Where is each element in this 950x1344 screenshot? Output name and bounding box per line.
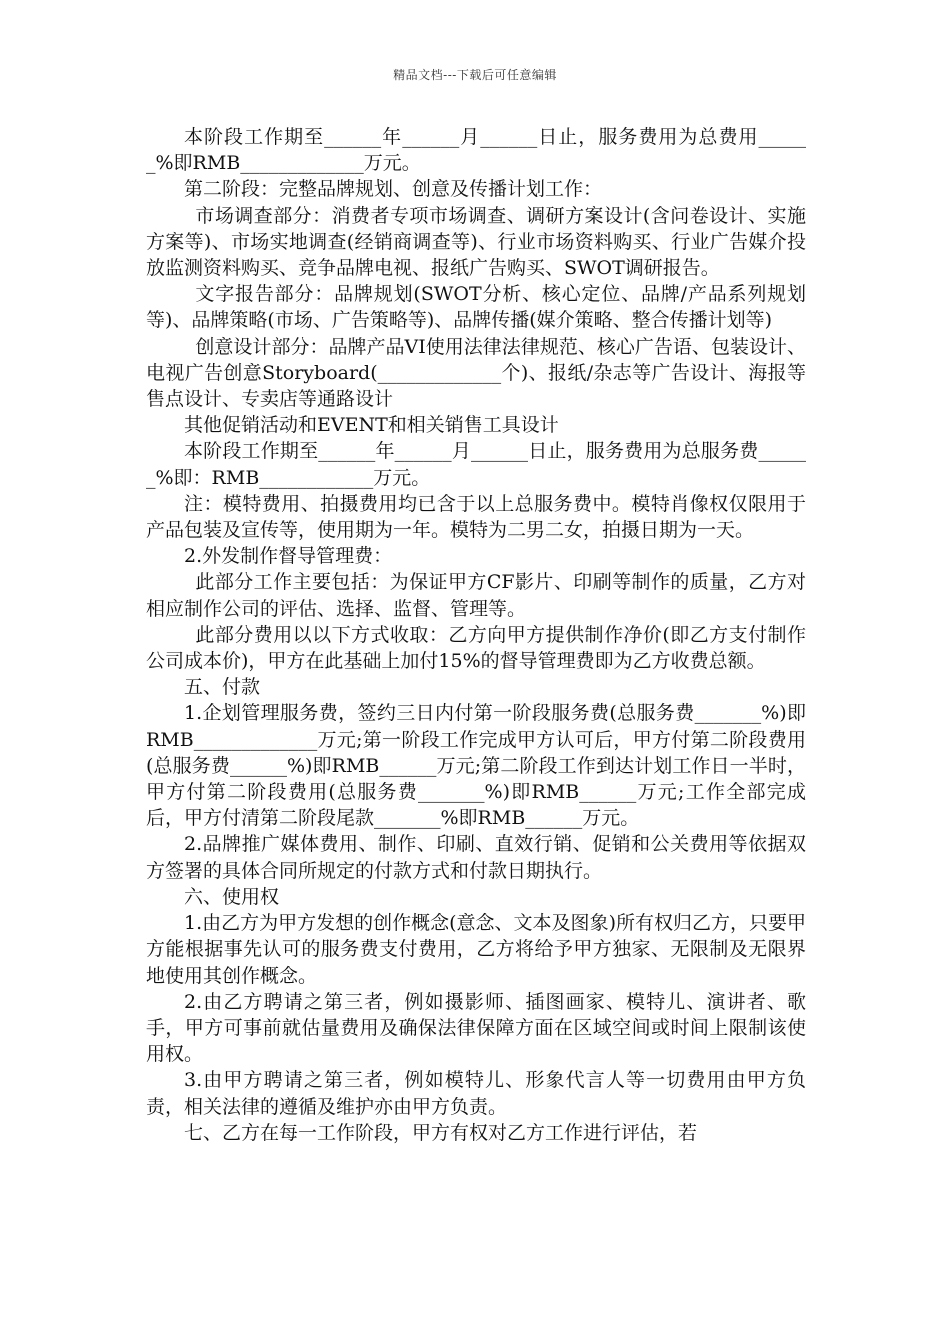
paragraph: 七、乙方在每一工作阶段，甲方有权对乙方工作进行评估，若 [184, 1121, 698, 1144]
section-heading: 2.外发制作督导管理费： [184, 545, 393, 568]
paragraph: 创意设计部分：品牌产品VI使用法律法律规范、核心广告语、包装设计、电视广告创意Storyboard(_____________个)、报纸/杂志等广告设计、海报等售点设计、专卖店等通路设计 [146, 335, 806, 411]
paragraph: 2.由乙方聘请之第三者，例如摄影师、插图画家、模特儿、演讲者、歌手，甲方可事前就估量费用及确保法律保障方面在区域空间或时间上限制该使用权。 [146, 990, 806, 1066]
paragraph: 文字报告部分：品牌规划(SWOT分析、核心定位、品牌/产品系列规划等)、品牌策略(市场、广告策略等)、品牌传播(媒介策略、整合传播计划等) [146, 283, 806, 332]
paragraph: 1.由乙方为甲方发想的创作概念(意念、文本及图象)所有权归乙方，只要甲方能根据事先认可的服务费支付费用，乙方将给予甲方独家、无限制及无限界地使用其创作概念。 [146, 912, 806, 987]
paragraph: 2.品牌推广媒体费用、制作、印刷、直效行销、促销和公关费用等依据双方签署的具体合同所规定的付款方式和付款日期执行。 [146, 833, 806, 882]
paragraph: 市场调查部分：消费者专项市场调查、调研方案设计(含问卷设计、实施方案等)、市场实地调查(经销商调查等)、行业市场资料购买、行业广告媒介投放监测资料购买、竞争品牌电视、报纸广告购买、SWOT调研报告。 [146, 204, 806, 280]
paragraph: 1.企划管理服务费，签约三日内付第一阶段服务费(总服务费_______%)即RMB_____________万元;第一阶段工作完成甲方认可后，甲方付第二阶段费用(总服务费______%)即RMB______万元;第二阶段工作到达计划工作日一半时，甲方付第二阶段费用(总服务费_______%)即RMB______万元;工作全部完成后，甲方付清第二阶段尾款_______%即RMB______万元。 [146, 702, 806, 830]
paragraph: 3.由甲方聘请之第三者，例如模特儿、形象代言人等一切费用由甲方负责，相关法律的遵循及维护亦由甲方负责。 [146, 1069, 806, 1118]
section-heading: 五、付款 [184, 676, 261, 699]
page-header: 精品文档---下载后可任意编辑 [393, 68, 557, 82]
section-heading: 第二阶段：完整品牌规划、创意及传播计划工作： [184, 178, 603, 201]
paragraph: 本阶段工作期至______年______月______日止，服务费用为总服务费______%即：RMB____________万元。 [146, 440, 806, 489]
note-paragraph: 注：模特费用、拍摄费用均已含于以上总服务费中。模特肖像权仅限用于产品包装及宣传等，使用期为一年。模特为二男二女，拍摄日期为一天。 [146, 492, 806, 542]
section-heading: 六、使用权 [184, 885, 280, 908]
paragraph: 本阶段工作期至______年______月______日止，服务费用为总费用______%即RMB_____________万元。 [146, 126, 806, 175]
paragraph: 此部分费用以以下方式收取：乙方向甲方提供制作净价(即乙方支付制作公司成本价)，甲方在此基础上加付15%的督导管理费即为乙方收费总额。 [146, 623, 806, 673]
paragraph: 其他促销活动和EVENT和相关销售工具设计 [184, 414, 559, 437]
paragraph: 此部分工作主要包括：为保证甲方CF影片、印刷等制作的质量，乙方对相应制作公司的评估、选择、监督、管理等。 [146, 571, 806, 620]
document-body [146, 124, 806, 1146]
